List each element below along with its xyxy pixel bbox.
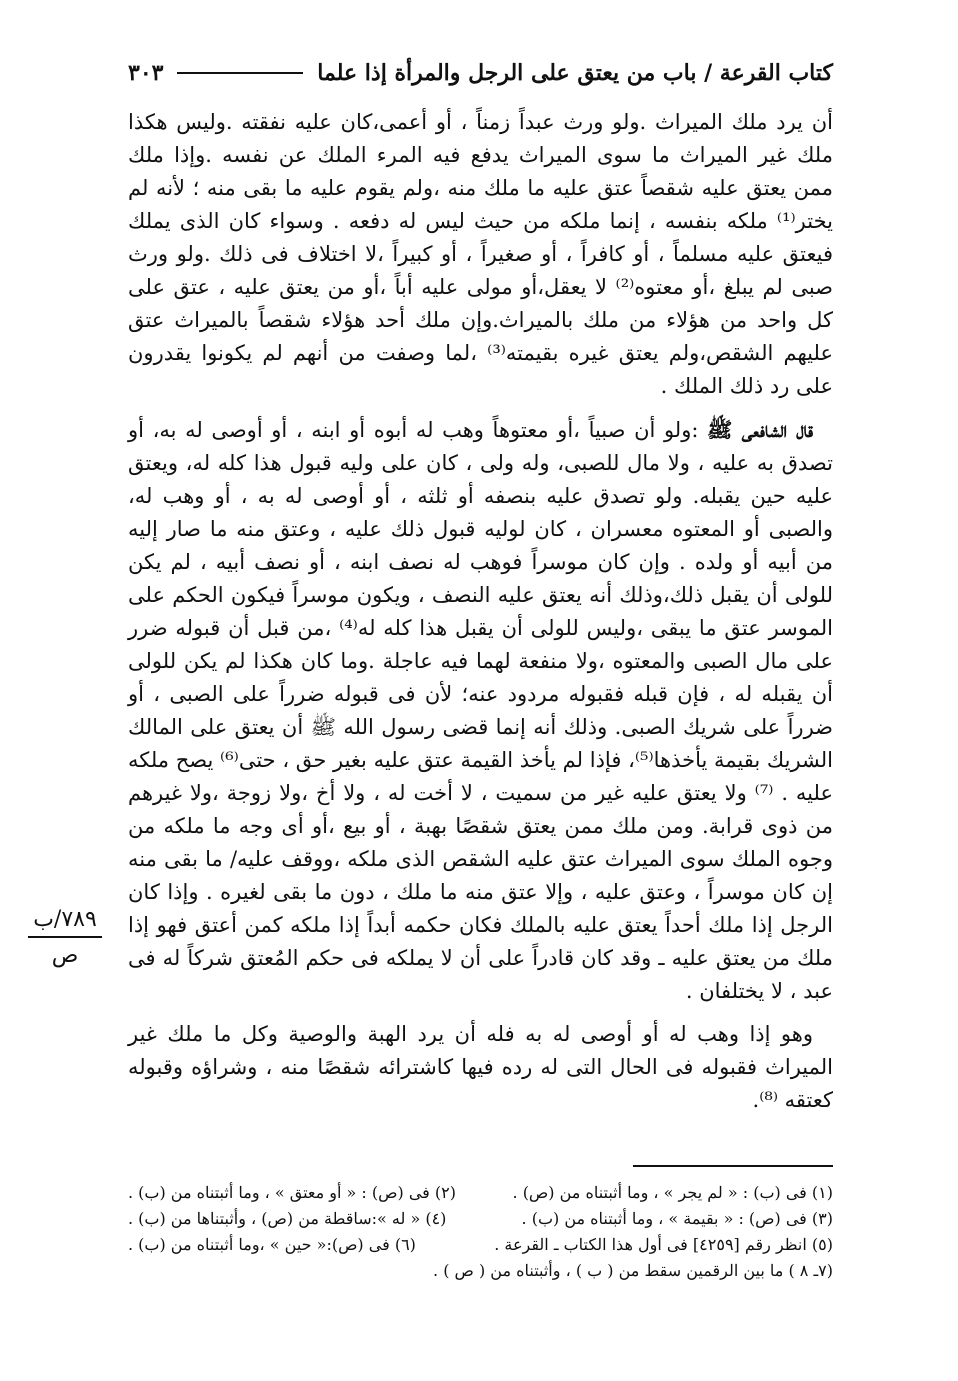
footnote-7-8: (٧ـ ٨ ) ما بين الرقمين سقط من ( ب ) ، وأثبتناه من ( ص ) . — [433, 1261, 833, 1280]
footnotes — [128, 1180, 833, 1284]
footnote-1: (١) فى (ب) : « لم يجر » ، وما أثبتناه من (ص) . — [512, 1183, 833, 1202]
main-text — [128, 106, 833, 1127]
paragraph-3-text: وهو إذا وهب له أو أوصى له به فله أن يرد الهبة والوصية وكل ما ملك غير الميراث فقبوله فى الحال التى له رده فيها كاشترائه شقصًا منه ، وشراؤه وقبوله كعتقه ⁽⁸⁾. — [128, 1022, 833, 1112]
footnote-4: (٤) « له »:ساقطة من (ص) ، وأثبتناها من (ب) . — [128, 1209, 447, 1228]
footnote-row — [128, 1180, 833, 1206]
footnote-2: (٢) فى (ص) : « أو معتق » ، وما أثبتناه من (ب) . — [128, 1183, 456, 1202]
paragraph-3 — [128, 1018, 833, 1117]
footnote-6: (٦) فى (ص):« حين » ،وما أثبتناه من (ب) . — [128, 1235, 416, 1254]
footnote-row — [128, 1258, 833, 1284]
footnote-separator — [633, 1165, 833, 1167]
paragraph-1 — [128, 106, 833, 403]
running-header — [128, 56, 833, 90]
header-rule — [177, 72, 303, 74]
paragraph-2-lead: قال الشافعى ﷺ — [707, 417, 813, 442]
footnote-3: (٣) فى (ص) : « بقيمة » ، وما أثبتناه من (ب) . — [521, 1209, 833, 1228]
footnote-5: (٥) انظر رقم [٤٢٥٩] فى أول هذا الكتاب ـ القرعة . — [494, 1235, 833, 1254]
page-number: ٣٠٣ — [128, 60, 164, 86]
margin-note-siglum: ص — [51, 943, 79, 968]
footnote-row — [128, 1232, 833, 1258]
margin-note-rule — [28, 936, 102, 938]
header-title: كتاب القرعة / باب من يعتق على الرجل والمرأة إذا علما — [317, 60, 833, 86]
manuscript-margin-note — [22, 906, 108, 970]
paragraph-1-text: أن يرد ملك الميراث .ولو ورث عبداً زمناً ، أو أعمى،كان عليه نفقته .وليس هكذا ملك غير الميراث ما سوى الميراث يدفع فيه المرء الملك عن نفسه .وإذا ملك ممن يعتق عليه شقصاً عتق عليه ما ملك منه ،ولم يقوم عليه ما بقى منه ؛ لأنه لم يختر⁽¹⁾ ملكه بنفسه ، إنما ملكه من حيث ليس له دفعه . وسواء كان الذى يملك فيعتق عليه مسلماً ، أو كافراً ، أو صغيراً ، أو كبيراً ،لا اختلاف فى ذلك .ولو ورث صبى لم يبلغ ،أو معتوه⁽²⁾ لا يعقل،أو مولى عليه أباً ،أو من يعتق عليه ، عتق على كل واحد من هؤلاء من ملك بالميراث.وإن ملك أحد هؤلاء شقصاً بالميراث عتق عليهم الشقص،ولم يعتق غيره بقيمته⁽³⁾ ،لما وصفت من أنهم لم يكونوا يقدرون على رد ذلك الملك . — [128, 110, 833, 398]
margin-note-folio: ٧٨٩/ب — [33, 907, 97, 932]
paragraph-2 — [128, 413, 833, 1008]
paragraph-2-text: :ولو أن صبياً ،أو معتوهاً وهب له أبوه أو ابنه ، أو أوصى له به، أو تصدق به عليه ، ولا مال للصبى، وله ولى ، كان على وليه قبول هذا كله له، ويعتق عليه حين يقبله. ولو تصدق عليه بنصفه أو ثلثه ، أو أوصى له به ، أو وهب له، والصبى أو المعتوه معسران ، كان لوليه قبول ذلك عليه ، وعتق منه ما صار إليه من أبيه أو ولده . وإن كان موسراً فوهب له نصف ابنه ، أو نصف أبيه ، لم يكن للولى أن يقبل ذلك،وذلك أنه يعتق عليه النصف ، ويكون موسراً فيكون الحكم على الموسر عتق ما يبقى ،وليس للولى أن يقبل هذا كله له⁽⁴⁾ ،من قبل أن قبوله ضرر على مال الصبى والمعتوه ،ولا منفعة لهما فيه عاجلة .وما كان هكذا لم يكن للولى أن يقبله له ، فإن قبله فقبوله مردود عنه؛ لأن فى قبوله ضرراً على الصبى ، أو ضرراً على شريك الصبى. وذلك أنه إنما قضى رسول الله ﷺ أن يعتق على المالك الشريك بقيمة يأخذها⁽⁵⁾، فإذا لم يأخذ القيمة عتق عليه بغير حق ، حتى⁽⁶⁾ يصح ملكه عليه . ⁽⁷⁾ ولا يعتق عليه غير من سميت ، لا أخت له ، ولا أخ ،ولا زوجة ،ولا غيرهم من ذوى قرابة. ومن ملك ممن يعتق شقصًا بهبة ، أو بيع ،أو أى وجه ما ملكه من وجوه الملك سوى الميراث عتق عليه الشقص الذى ملكه ،ووقف عليه/ ما بقى منه إن كان موسراً ، وعتق عليه ، وإلا عتق منه ما ملك ، دون ما بقى لغيره . وإذا كان الرجل إذا ملك أحداً يعتق عليه بالملك فكان حكمه أبداً إذا ملكه كمن أعتق فهو إذا ملك من يعتق عليه ـ وقد كان قادراً على أن لا يملكه فى حكم المُعتق شركاً له فى عبد ، لا يختلفان . — [128, 418, 834, 1003]
footnote-row — [128, 1206, 833, 1232]
